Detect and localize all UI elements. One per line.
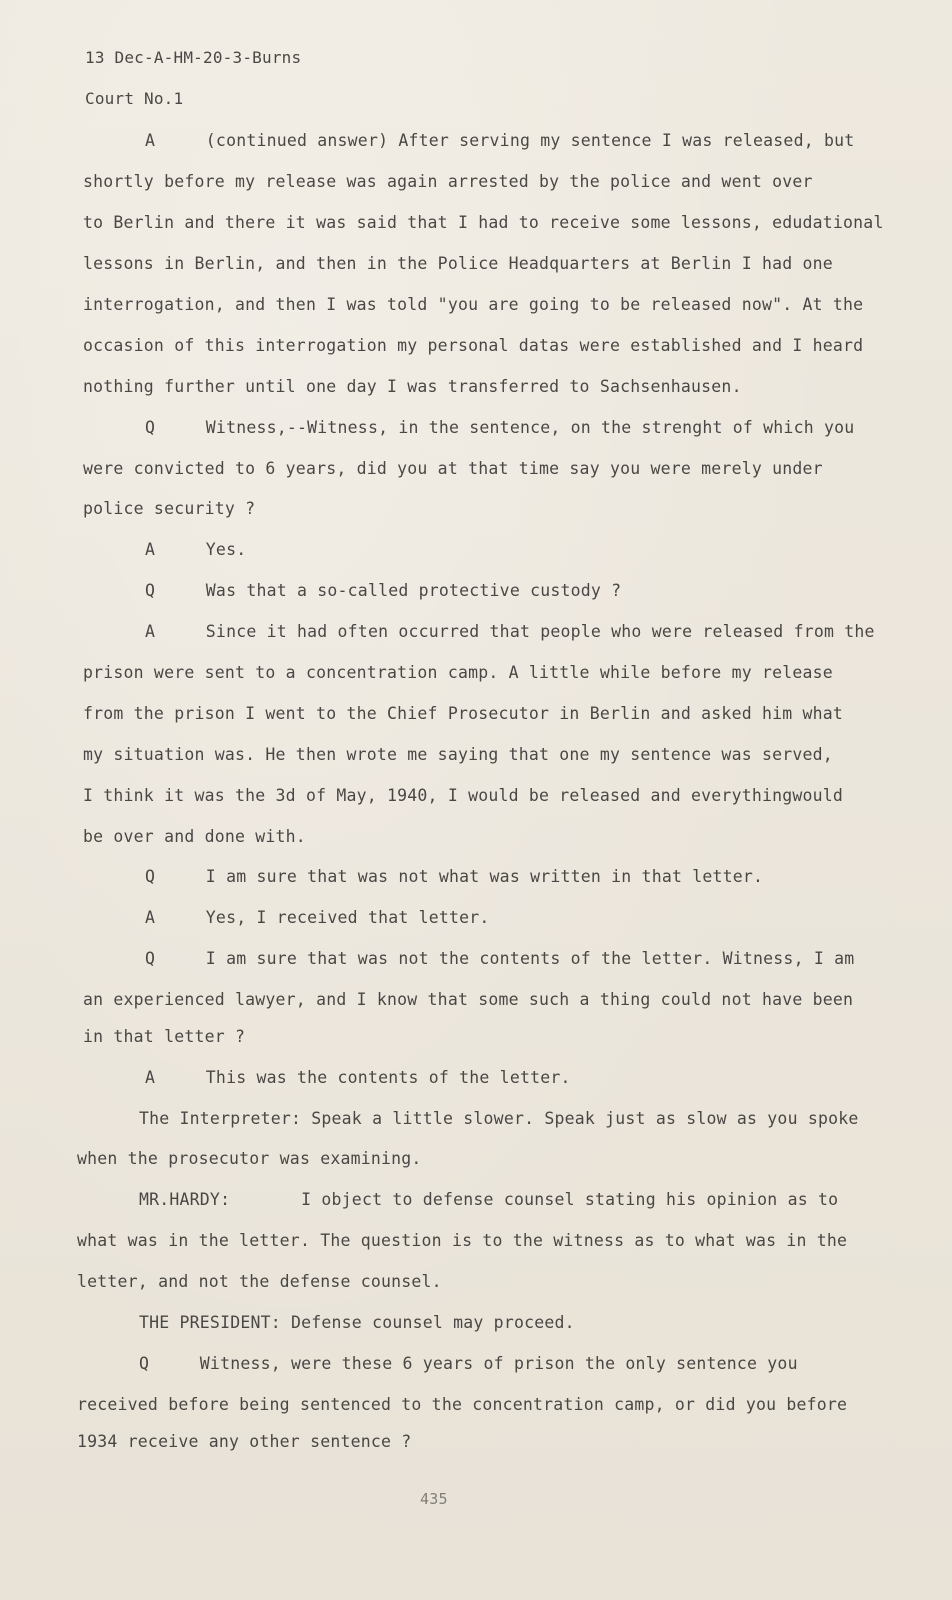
transcript-line: THE PRESIDENT: Defense counsel may proceed. bbox=[139, 1313, 575, 1332]
transcript-line: to Berlin and there it was said that I had to receive some lessons, edudational bbox=[83, 213, 884, 232]
page-number: 435 bbox=[420, 1490, 448, 1508]
transcript-line: A Since it had often occurred that people who were released from the bbox=[145, 622, 875, 641]
transcript-line: The Interpreter: Speak a little slower. Speak just as slow as you spoke bbox=[139, 1109, 859, 1128]
transcript-line: A This was the contents of the letter. bbox=[145, 1068, 571, 1087]
transcript-line: prison were sent to a concentration camp. A little while before my release bbox=[83, 663, 833, 682]
transcript-line: when the prosecutor was examining. bbox=[77, 1149, 422, 1168]
transcript-line: lessons in Berlin, and then in the Police Headquarters at Berlin I had one bbox=[83, 254, 833, 273]
transcript-line: received before being sentenced to the concentration camp, or did you before bbox=[77, 1395, 848, 1414]
transcript-line: letter, and not the defense counsel. bbox=[77, 1272, 442, 1291]
transcript-line: Q I am sure that was not the contents of the letter. Witness, I am bbox=[145, 949, 855, 968]
transcript-line: Q Witness,--Witness, in the sentence, on the strenght of which you bbox=[145, 418, 855, 437]
transcript-line: Q Witness, were these 6 years of prison the only sentence you bbox=[139, 1354, 798, 1373]
transcript-line: interrogation, and then I was told "you are going to be released now". At the bbox=[83, 295, 864, 314]
transcript-line: an experienced lawyer, and I know that some such a thing could not have been bbox=[83, 990, 854, 1009]
transcript-line: shortly before my release was again arrested by the police and went over bbox=[83, 172, 813, 191]
transcript-line: A (continued answer) After serving my sentence I was released, but bbox=[145, 131, 855, 150]
transcript-line: A Yes, I received that letter. bbox=[145, 908, 490, 927]
transcript-line: from the prison I went to the Chief Prosecutor in Berlin and asked him what bbox=[83, 704, 844, 723]
transcript-line: I think it was the 3d of May, 1940, I would be released and everythingwould bbox=[83, 786, 844, 805]
transcript-line: MR.HARDY: I object to defense counsel stating his opinion as to bbox=[139, 1190, 839, 1209]
transcript-line: Q I am sure that was not what was written in that letter. bbox=[145, 867, 764, 886]
transcript-line: A Yes. bbox=[145, 540, 247, 559]
transcript-line: be over and done with. bbox=[83, 827, 306, 846]
transcript-line: in that letter ? bbox=[83, 1027, 246, 1046]
transcript-line: Q Was that a so-called protective custody ? bbox=[145, 581, 622, 600]
transcript-line: police security ? bbox=[83, 499, 256, 518]
court-label: Court No.1 bbox=[85, 89, 184, 108]
transcript-line: what was in the letter. The question is to the witness as to what was in the bbox=[77, 1231, 848, 1250]
transcript-line: 1934 receive any other sentence ? bbox=[77, 1432, 412, 1451]
transcript-line: occasion of this interrogation my personal datas were established and I heard bbox=[83, 336, 864, 355]
document-id: 13 Dec-A-HM-20-3-Burns bbox=[85, 48, 302, 67]
transcript-line: nothing further until one day I was transferred to Sachsenhausen. bbox=[83, 377, 742, 396]
transcript-line: were convicted to 6 years, did you at that time say you were merely under bbox=[83, 459, 823, 478]
transcript-line: my situation was. He then wrote me saying that one my sentence was served, bbox=[83, 745, 833, 764]
